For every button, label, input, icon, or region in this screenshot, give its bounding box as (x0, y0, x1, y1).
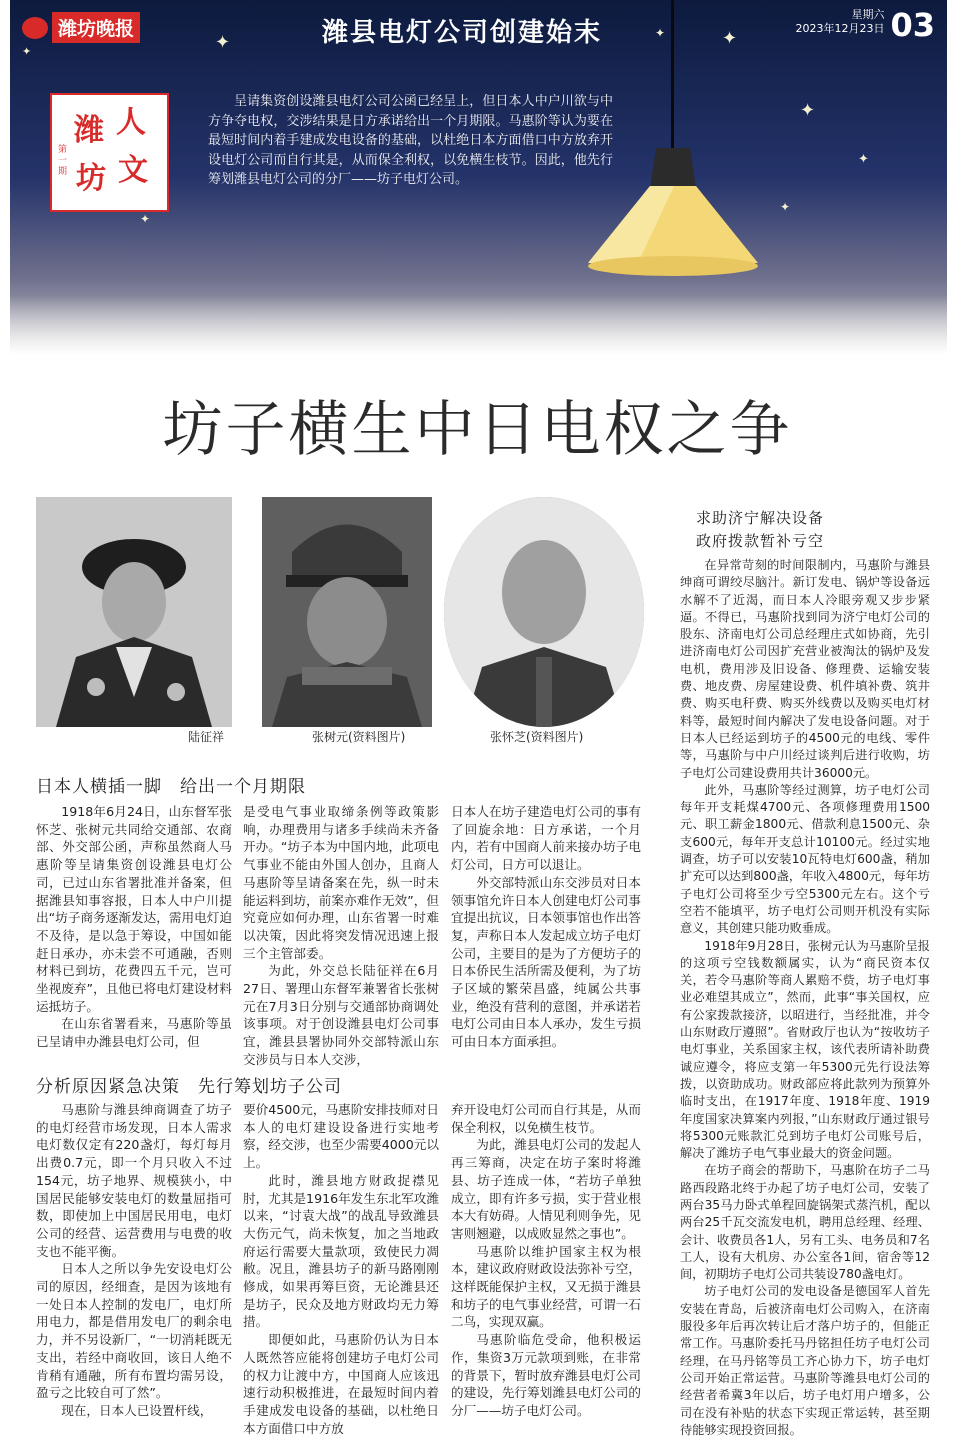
seal-char: 文 (118, 153, 148, 188)
newspaper-name: 潍坊晚报 (52, 12, 140, 43)
paragraph: 日本人之所以争先安设电灯公司的原因，经细查，是因为该地有一处日本人控制的发电厂，电灯所用电力，都是借用发电厂的剩余电力，并不另设新厂，“一切消耗既无支出，若经中商收回，该日人绝不肯稍有通融，所有布置均需另设，盈亏之比较自可了然”。 (36, 1261, 232, 1401)
article-column (243, 803, 439, 1069)
paragraph: 日本人在坊子建造电灯公司的事有了回旋余地：日方承诺，一个月内，若有中国商人前来接办坊子电灯公司，日方可以退让。 (451, 804, 641, 873)
paragraph: 为此，外交总长陆征祥在6月27日、署理山东督军兼署省长张树元在7月3日分别与交通部协商调处该事项。对于创设潍县电灯公司事宜，潍县县署协同外交部特派山东交涉员与日本人交涉， (243, 963, 439, 1067)
page-number: 03 (890, 6, 935, 44)
lamp-cord (671, 0, 674, 150)
paragraph: 弃开设电灯公司而自行其是，从而保全利权，以免横生枝节。 (451, 1102, 641, 1135)
section-heading: 政府拨款暂补亏空 (696, 532, 825, 550)
paragraph: 马惠阶与潍县绅商调查了坊子的电灯经营市场发现，日本人需求电灯数仅定有220盏灯，每灯每月出费0.7元，即一个月只收入不过154元，坊子地界、规模狭小，中国居民能够安装电灯的数量屈指可数，即使加上中国居民用电，电灯公司的经营、运营费用与电费的收支也不能平衡。 (36, 1102, 232, 1259)
paragraph: 外交部特派山东交涉员对日本领事馆允许日本人创建电灯公司事宜提出抗议，日本领事馆也作出答复，声称日本人发起成立坊子电灯公司，主要目的是为了方便坊子的日本侨民生活所需及便利，为了坊子区域的繁荣昌盛，纯属公共事业，绝没有营利的意图，并承诺若电灯公司由日本人承办，发生亏损可由日本方面承担。 (451, 874, 641, 1050)
issue-date: 2023年12月23日 (795, 22, 885, 35)
paragraph: 即便如此，马惠阶仍认为日本人既然答应能将创建坊子电灯公司的权力让渡中方，中国商人应该迅速行动积极推进，在最短时间内着手建成发电设备的基础，以杜绝日本方面借口中方放 (243, 1332, 439, 1436)
star-icon: ✦ (215, 32, 231, 53)
article-column (680, 557, 930, 1439)
star-icon: ✦ (655, 26, 666, 40)
paragraph: 在山东省署看来，马惠阶等虽已呈请申办潍县电灯公司，但 (36, 1016, 232, 1050)
photo-caption: 张树元(资料图片) (312, 730, 406, 744)
paragraph: 现在，日本人已设置杆线， (61, 1402, 213, 1418)
masthead (22, 12, 140, 43)
paragraph: 此外，马惠阶等经过测算，坊子电灯公司每年开支耗煤4700元、各项修理费用1500元、职工薪金1800元、借款利息1500元、杂支600元，每年开支总计10100元。经过实地调查，坊子可以安装10瓦特电灯600盏，稍加扩充可以达到800盏，年收入4800元，每年坊子电灯公司将至少亏空5300元左右。这个亏空若不能填平，坊子电灯公司则开机没有实际意义，其创建只能功败垂成。 (680, 782, 930, 936)
section-heading: 求助济宁解决设备 (696, 509, 825, 527)
paragraph: 是受电气事业取缔条例等政策影响，办理费用与诸多手续尚未齐备开办。“坊子本为中国内地，此项电气事业不能由外国人创办，且商人马惠阶等呈请备案在先，纵一时未能运料到坊，前案亦难作无效”，但究竟应如何办理，山东省署一时难以决策，因此将突发情况迅速上报三个主管部委。 (243, 804, 439, 961)
column-seal-icon (50, 93, 169, 212)
date-block (795, 8, 935, 42)
portrait-photo-lu (36, 497, 232, 727)
seal-char: 坊 (76, 161, 106, 196)
intro-paragraph: 呈请集资创设潍县电灯公司公函已经呈上，但日本人中户川欲与中方争夺电权，交涉结果是日方承诺给出一个月期限。马惠阶等认为要在最短时间内着手建成发电设备的基础，以杜绝日本方面借口中方放弃开设电灯公司而自行其是，从而保全利权，以免横生枝节。因此，他先行筹划潍县电灯公司的分厂——坊子电灯公司。 (208, 94, 613, 187)
section-heading: 分析原因紧急决策 先行筹划坊子公司 (36, 1077, 342, 1097)
article-column (451, 1101, 641, 1420)
article-column (243, 1101, 439, 1437)
star-icon: ✦ (780, 200, 791, 214)
headline: 坊子横生中日电权之争 (162, 395, 793, 465)
section-heading: 日本人横插一脚 给出一个月期限 (36, 777, 306, 797)
star-icon: ✦ (22, 45, 32, 58)
article-column (36, 1101, 232, 1420)
paragraph: 在坊子商会的帮助下，马惠阶在坊子二马路西段路北终于办起了坊子电灯公司，安装了两台35马力卧式单程回旋锅架式蒸汽机，配以两台25千瓦交流发电机，聘用总经理、经理、会计、收费员各1人，另有工头、电务员和7名工人，设有大机房、办公室各1间，宿舍等12间，初期坊子电灯公司共装设780盏电灯。 (680, 1163, 930, 1282)
photo-caption: 陆征祥 (188, 730, 225, 744)
newspaper-logo-icon (22, 17, 48, 39)
weekday: 星期六 (851, 8, 885, 21)
paragraph: 此时，潍县地方财政捉襟见肘，尤其是1916年发生东北军攻潍以来，“讨袁大战”的战乱导致潍县大伤元气，尚未恢复，加之当地政府运行需要大量款项，致使民力凋敝。况且，潍县坊子的新马路刚刚修成，如果再筹巨资，无论潍县还是坊子，民众及地方财政均无力筹措。 (243, 1172, 439, 1330)
paragraph: 为此，潍县电灯公司的发起人再三筹商，决定在坊子案时将潍县、坊子连成一体，“若坊子单独成立，即有许多亏损，实于营业根本大有妨碍。人情见利则争先，见害则翘避，以成败显然之事也”。 (451, 1137, 641, 1241)
seal-char: 人 (116, 105, 146, 140)
seal-char: 潍 (74, 113, 104, 148)
paragraph: 1918年9月28日，张树元认为马惠阶呈报的这项亏空钱数额属实，认为“商民资本仅关，若令马惠阶等商人累赔不赀，坊子电灯事业必难望其成立”，然而，此事“事关国权，应有公家拨款接济，以昭进行，当经批准，并令山东财政厅遵照”。省财政厅也认为“按收坊子电灯事业，关系国家主权，该代表所请补助费诚应遵令，将应支第一年5300元先行设法筹拨，以资助成功。财政部应将此款列为预算外临时支出，在1917年度、1918年度、1919年度国家决算案内列报，”山东财政厅通过银号将5300元账款汇兑到坊子电灯公司账号后，解决了潍坊子电气事业最大的资金问题。 (680, 938, 930, 1161)
seal-side-text: 第一期 (58, 145, 68, 177)
star-icon: ✦ (858, 152, 869, 167)
paragraph: 坊子电灯公司的发电设备是德国军人首先安装在青岛，后被济南电灯公司购入，在济南服役多年后再次转让后才落户坊子的，但能正常工作。马惠阶委托马丹铭担任坊子电灯公司经理，在马丹铭等员工齐心协力下，坊子电灯公司开始正常运营。马惠阶等潍县电灯公司的经营者希冀3年以后，坊子电灯用户增多，公司在没有补贴的状态下实现正常运转，甚至期待能够实现投资回报。 (680, 1284, 930, 1437)
photo-caption: 张怀芝(资料图片) (490, 730, 584, 744)
paragraph: 1918年6月24日，山东督军张怀芝、张树元共同给交通部、农商部、外交部公函，声称虽然商人马惠阶等呈请集资创设潍县电灯公司，已过山东省署批准并备案，但据潍县知事容报，日本人中户川提出“坊子商务逐渐发达，需用电灯迫不及待，是以急于筹设，中国如能赶日承办，亦未尝不可通融，否则材料已到坊，花费四五千元，岂可坐视废弃”，且他已将电灯建设材料运抵坊子。 (36, 804, 232, 1014)
star-icon: ✦ (722, 28, 738, 49)
star-icon: ✦ (140, 212, 151, 226)
paragraph: 马惠阶临危受命，他积极运作，集资3万元款项到账，在非常的背景下，暂时放弃潍县电灯公司的建设，先行筹划潍县电灯公司的分厂——坊子电灯公司。 (451, 1332, 641, 1418)
portrait-photo-zhang-huaizhi (444, 497, 644, 727)
article-column (451, 803, 641, 1051)
star-icon: ✦ (800, 100, 816, 121)
paragraph: 在异常苛刻的时间限制内，马惠阶与潍县绅商可谓绞尽脑汁。新订发电、锅炉等设备远水解不了近渴，而日本人冷眼旁观又步步紧逼。不得已，马惠阶找到同为济宁电灯公司的股东、济南电灯公司总经理庄式如协商，先引进济南电灯公司因扩充营业被淘汰的锅炉及发电机，费用涉及旧设备、修理费、运输安装费、地皮费、房屋建设费、机件填补费、筑井费、购买电秆费、购买外线费以及购买电灯材料等，最短时间内解决了发电设备问题。对于日本人已经运到坊子的4500元的电线、零件等，马惠阶与中户川经过谈判后进行收购，坊子电灯公司建设费用共计36000元。 (680, 558, 930, 780)
page-title: 潍县电灯公司创建始末 (322, 18, 603, 48)
paragraph: 马惠阶以维护国家主权为根本，建议政府财政设法弥补亏空，这样既能保护主权，又无损于潍县和坊子的电气事业经营，可谓一石二鸟，实现双赢。 (451, 1243, 641, 1330)
paragraph: 要价4500元，马惠阶安排技师对日本人的电灯建设设备进行实地考察，经交涉，也至少需要4000元以上。 (243, 1102, 439, 1171)
article-column (36, 803, 232, 1051)
portrait-photo-zhang-shuyuan (262, 497, 432, 727)
